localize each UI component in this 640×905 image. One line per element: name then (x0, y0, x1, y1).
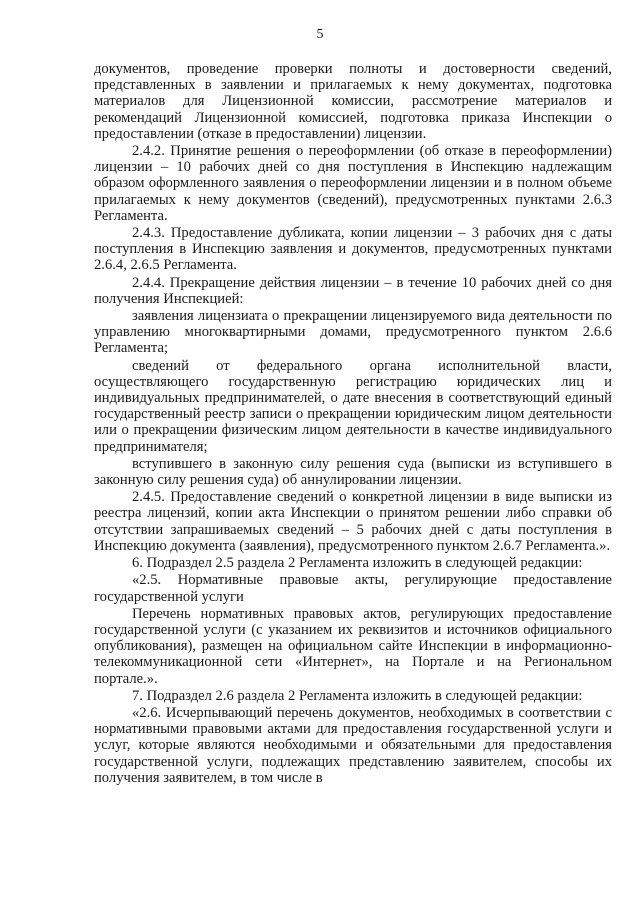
paragraph: 7. Подраздел 2.6 раздела 2 Регламента изложить в следующей редакции: (132, 687, 583, 704)
paragraph: 2.4.2. Принятие решения о переоформлении (об отказе в переоформлении) лицензии – 10 рабочих дней со дня поступления в Инспекцию надлежащим образом оформленного заявления о переоформлении лицензии и в полном объеме прилагаемых к нему документов (сведений), предусмотренных пунктами 2.6.3 Регламента. (94, 143, 612, 224)
paragraph: 2.4.3. Предоставление дубликата, копии лицензии – 3 рабочих дня с даты поступления в Инспекцию заявления и документов, предусмотренных пунктами 2.6.4, 2.6.5 Регламента. (94, 225, 612, 274)
page-number: 5 (316, 27, 324, 42)
paragraph: сведений от федерального органа исполнительной власти, осуществляющего государственную регистрацию юридических лиц и индивидуальных предпринимателей, о дате внесения в соответствующий единый государственный реестр записи о прекращении юридическим лицом деятельности или о прекращении физическим лицом деятельности в качестве индивидуального предпринимателя; (94, 357, 612, 455)
paragraph: вступившего в законную силу решения суда (выписки из вступившего в законную силу решения суда) об аннулировании лицензии. (94, 455, 612, 489)
paragraph: 2.4.4. Прекращение действия лицензии – в течение 10 рабочих дней со дня получения Инспекцией: (94, 274, 612, 307)
paragraph: «2.5. Нормативные правовые акты, регулирующие предоставление государственной услуги (94, 572, 612, 605)
paragraph: заявления лицензиата о прекращении лицензируемого вида деятельности по управлению многоквартирными домами, предусмотренного пунктом 2.6.6 Регламента; (94, 308, 612, 357)
paragraph: Перечень нормативных правовых актов, регулирующих предоставление государственной услуги (с указанием их реквизитов и источников официального опубликования), размещен на официальном сайте Инспекции в информационно-телекоммуникационной сети «Интернет», на Портале и на Региональном портале.». (94, 605, 612, 687)
paragraph: «2.6. Исчерпывающий перечень документов, необходимых в соответствии с нормативными правовыми актами для предоставления государственной услуги и услуг, которые являются необходимыми и обязательными для предоставления государственной услуги, подлежащих представлению заявителем, способы их получения заявителем, в том числе в (94, 704, 612, 786)
paragraph: 2.4.5. Предоставление сведений о конкретной лицензии в виде выписки из реестра лицензий, копии акта Инспекции о принятом решении либо справки об отсутствии запрашиваемых сведений – 5 рабочих дней с даты поступления в Инспекцию документа (заявления), предусмотренного пунктом 2.6.7 Регламента.». (94, 489, 612, 554)
document-body (94, 61, 612, 787)
paragraph: документов, проведение проверки полноты и достоверности сведений, представленных в заявлении и прилагаемых к нему документах, подготовка материалов для Лицензионной комиссии, рассмотрение материалов и рекомендаций Лицензионной комиссией, подготовка приказа Инспекции о предоставлении (отказе в предоставлении) лицензии. (94, 61, 612, 142)
paragraph: 6. Подраздел 2.5 раздела 2 Регламента изложить в следующей редакции: (132, 555, 583, 572)
